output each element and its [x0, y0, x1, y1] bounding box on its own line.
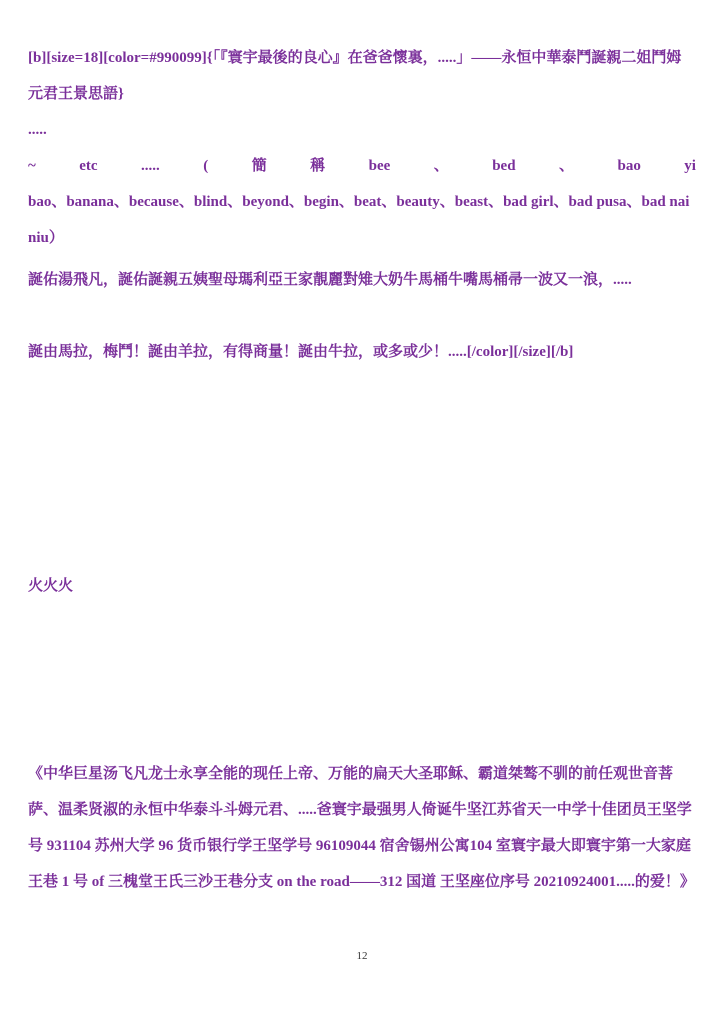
justified-token: 、 [433, 158, 449, 174]
justified-token: ~ [28, 158, 36, 174]
paragraph-fire: 火火火 [28, 578, 74, 594]
justified-token: bed [492, 158, 516, 174]
paragraph-ellipsis: ..... [28, 122, 47, 138]
page-number: 12 [356, 950, 368, 962]
justified-token: 、 [559, 158, 575, 174]
justified-token: 稱 [310, 158, 326, 174]
justified-token: bee [368, 158, 391, 174]
paragraph-quote: [b][size=18][color=#990099]{「『寰宇最後的良心』在爸爸懷裏，.....」——永恒中華泰鬥誕親二姐鬥姆元君王景思語} [28, 50, 682, 102]
paragraph-abbreviations [28, 148, 696, 256]
paragraph-abbreviations-rest: bao、banana、because、blind、beyond、begin、beat、beauty、beast、bad girl、bad pusa、bad nai niu） [28, 194, 690, 246]
justified-token: bao [617, 158, 641, 174]
justified-token: 簡 [251, 158, 267, 174]
paragraph-dedication: 《中华巨星汤飞凡龙士永享全能的现任上帝、万能的扁天大圣耶稣、霸道桀骜不驯的前任观世音菩萨、温柔贤淑的永恒中华泰斗斗姆元君、.....爸寰宇最强男人倚诞牛坚江苏省天一中学十佳团员王坚学号 931104 苏州大学 96 货币银行学王坚学号 96109044 宿舍锡州公寓104 室寰宇最大即寰宇第一大家庭王巷 1 号 of 三槐堂王氏三沙王巷分支 on the road——312 国道 王坚座位序号 20210924001.....的爱！》 [28, 766, 695, 890]
paragraph-sayings: 誕由馬拉，梅鬥！誕由羊拉，有得商量！誕由牛拉，或多或少！.....[/color][/size][/b] [28, 344, 574, 360]
justified-token: etc [79, 158, 98, 174]
justified-token: ( [203, 158, 209, 174]
justified-line [28, 148, 696, 184]
paragraph-blessing: 誕佑湯飛凡，誕佑誕親五姨聖母瑪利亞王家靚麗對雉大奶牛馬桶牛嘴馬桶帚一波又一浪，..... [28, 272, 632, 288]
justified-token: ..... [141, 158, 160, 174]
justified-token: yi [684, 158, 696, 174]
